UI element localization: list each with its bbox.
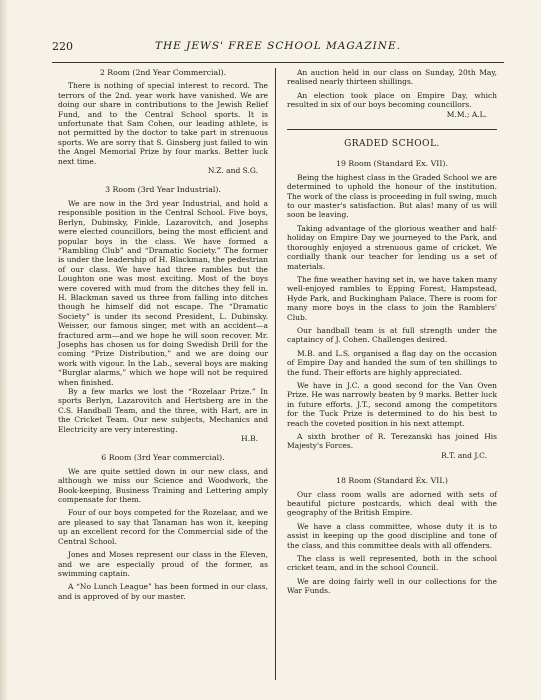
room-2-signature: N.Z. and S.G. [207,166,258,176]
room-3-signature: H.B. [241,434,258,444]
section-rule [287,129,497,130]
room-6-paragraph-4: A “No Lunch League” has been formed in our class, and is approved of by our master. [58,582,268,601]
room-3-heading: 3 Room (3rd Year Industrial). [105,185,221,195]
page-number: 220 [52,40,73,53]
left-column [58,68,268,601]
right-column [287,68,497,596]
room-18-heading: 18 Room (Standard Ex. VII.) [336,476,448,486]
page-edge-shadow [0,0,8,700]
room-19-paragraph-5: M.B. and L.S. organised a flag day on the occasion of Empire Day and handed the sum of ten shillings to the fund. Their efforts are highly appreciated. [287,348,497,377]
room-2-heading: 2 Room (2nd Year Commercial). [99,68,227,77]
room-19-paragraph-1: Being the highest class in the Graded School we are determined to uphold the honour of the institution. The work of the class is proceeding in full swing, much to our master's satisfaction. But alas! many of us will soon be leaving. [287,172,497,220]
room-6-paragraph-3: Jones and Moses represent our class in the Eleven, and we are especially proud of the former, as swimming captain. [58,550,268,578]
room-18-paragraph-2: We have a class committee, whose duty it is to assist in keeping up the good discipline and tone of the class, and this committee deals with all offenders. [287,521,497,550]
room-19-paragraph-3: The fine weather having set in, we have taken many well-enjoyed rambles to Epping Forest, Hampstead, Hyde Park, and Buckingham Palace. There is room for many more boys in the class to join the Ramblers' Club. [287,274,497,322]
page-header [52,40,504,56]
room-19-heading: 19 Room (Standard Ex. VII). [336,159,448,169]
room-6-heading: 6 Room (3rd Year commercial). [101,453,225,463]
room-2-text: There is nothing of special interest to record. The terrors of the 2nd. year work have vanished. We are doing our share in contributions to the Jewish Relief Fund, and to the Central School sports. It is unfortunate that Sam Cohen, our leading athlete, is not permitted by the doctor to take part in strenuous sports. We are sorry that S. Ginsberg just failed to win the Angel Memorial Prize by four marks. Better luck next time. [58,81,268,166]
header-rule [52,62,504,63]
room-18-paragraph-3: The class is well represented, both in the school cricket team, and in the school Council. [287,554,497,573]
room-3-paragraph-2: By a few marks we lost the “Rozelaar Prize.” In sports Berlyn, Lazarovitch and Hertsberg are in the C.S. Handball Team, and the three, with Hart, are in the Cricket Team. Our new subjects, Mechanics and Electricity are very interesting. [58,387,268,434]
room-19-paragraph-2: Taking advantage of the glorious weather and half-holiday on Empire Day we journeyed to the Park, and thoroughly enjoyed a strenuous game of cricket. We cordially thank our teacher for lending us a set of materials. [287,223,497,271]
room-3-paragraph-1: We are now in the 3rd year Industrial, and hold a responsible position in the Central School. Five boys, Berlyn, Dubinsky, Finkle, Lazarovitch, and Josephs were elected councillors, being the most efficient and popular boys in the class. We have formed a “Rambling Club” and “Dramatic Society.” The former is under the leadership of H. Blackman, the pedestrian of our class. We have had three rambles but the Loughton one was most exciting. Most of the boys were covered with mud from the ditches they fell in. H. Blackman saved us three from falling into ditches though he himself did not escape. The “Dramatic Society” is under its second President, L. Dubinsky. Weisser, our famous singer, met with an accident—a fractured arm—and we hope he will soon recover. Mr. Josephs has chosen us for doing Swedish Drill for the coming “Prize Distribution,” and we are doing our work with vigour. In the Lab., several boys are making “Burglar alarms,” which we hope will not be required when finished. [58,198,268,387]
room-19-signature: R.T. and J.C. [441,450,487,460]
column-divider [275,68,276,680]
room-6-paragraph-2: Four of our boys competed for the Rozelaar, and we are pleased to say that Tanaman has won it, keeping up an excellent record for the Commercial side of the Central School. [58,508,268,546]
election-signature: M.M.; A.L. [446,109,487,119]
room-19-paragraph-7: A sixth brother of R. Terezanski has joined His Majesty's Forces. [287,432,497,451]
magazine-title: THE JEWS' FREE SCHOOL MAGAZINE. [155,40,401,52]
room-6-paragraph-1: We are quite settled down in our new class, and although we miss our Science and Woodwork, the Book-keeping, Business Training and Lettering amply compensate for them. [58,466,268,505]
auction-paragraph: An auction held in our class on Sunday, 20th May, realised nearly thirteen shillings. [287,68,497,87]
graded-school-title: GRADED SCHOOL. [344,139,440,150]
room-18-paragraph-4: We are doing fairly well in our collections for the War Funds. [287,576,497,596]
election-paragraph: An election took place on Empire Day, which resulted in six of our boys becoming councillors. [287,90,497,110]
room-19-paragraph-4: Our handball team is at full strength under the captaincy of J. Cohen. Challenges desired. [287,325,497,345]
room-19-paragraph-6: We have in J.C. a good second for the Van Oven Prize. He was narrowly beaten by 9 marks. Better luck in future efforts. J.T., second among the competitors for the Tuck Prize is determined to do his best to reach the coveted position in his next attempt. [287,380,497,428]
room-18-paragraph-1: Our class room walls are adorned with sets of beautiful picture postcards, which deal with the geography of the British Empire. [287,489,497,518]
